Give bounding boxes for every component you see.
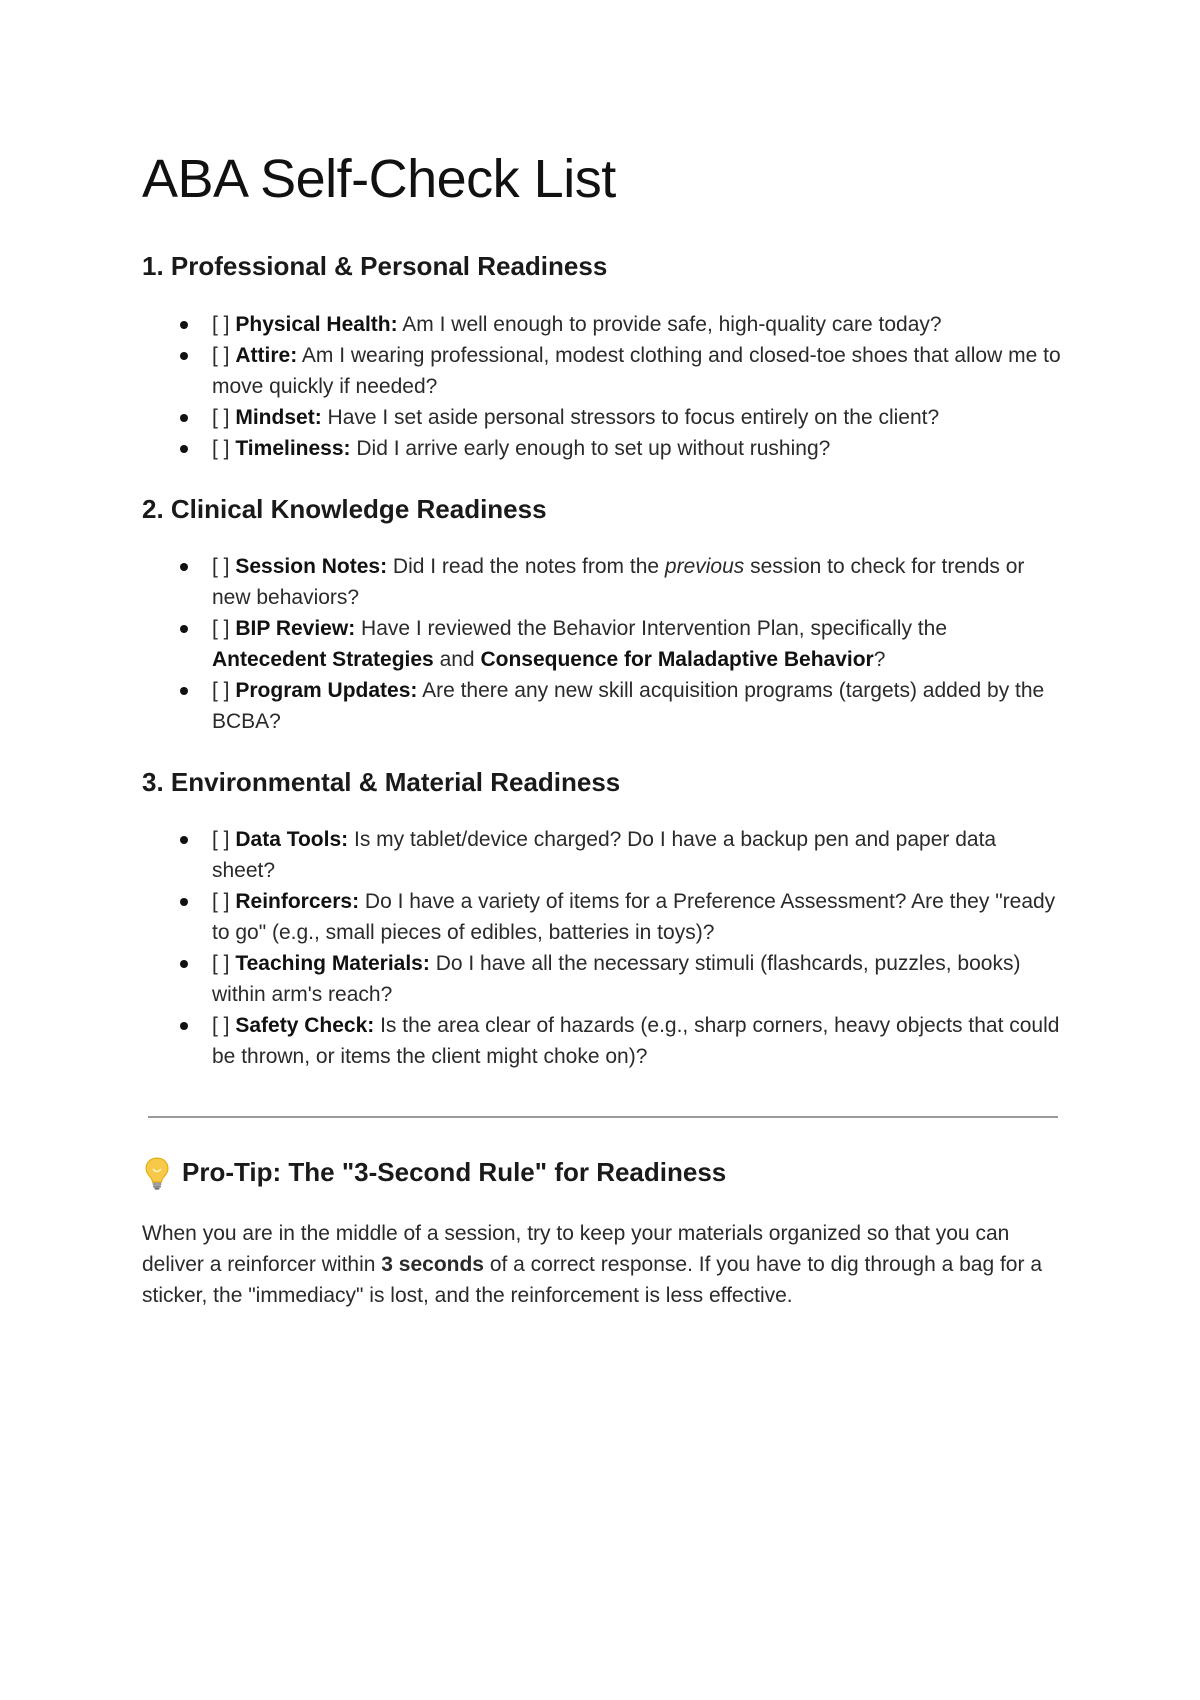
lightbulb-icon	[142, 1156, 172, 1190]
checklist-item-reinforcers	[212, 886, 1062, 948]
checklist-item-program-updates	[212, 675, 1062, 737]
checklist-clinical	[142, 551, 1062, 737]
checklist-professional	[142, 309, 1062, 464]
item-label: Safety Check:	[235, 1013, 375, 1037]
item-text: ?	[873, 647, 886, 671]
item-text: and	[433, 647, 481, 671]
checklist-item-timeliness	[212, 433, 1062, 464]
item-label: Mindset:	[235, 405, 322, 429]
checklist-item-physical-health	[212, 309, 1062, 340]
item-text: Do I have a variety of items for a Preference Assessment? Are they "ready to go" (e.g., small pieces of edibles, batteries in toys)?	[212, 889, 1056, 944]
tip-text: When you are in the middle of a session, try to keep your materials organized so that you can deliver a reinforcer within	[142, 1221, 1010, 1276]
item-label: Physical Health:	[235, 312, 398, 336]
item-text: Is my tablet/device charged? Do I have a backup pen and paper data sheet?	[212, 827, 997, 882]
section-heading-professional: 1. Professional & Personal Readiness	[142, 251, 608, 282]
item-label: BIP Review:	[235, 616, 356, 640]
item-text: Is the area clear of hazards (e.g., sharp corners, heavy objects that could be thrown, or items the client might choke on)?	[212, 1013, 1060, 1068]
checkbox-marker: [ ]	[212, 951, 230, 975]
item-strong: Antecedent Strategies	[212, 647, 434, 671]
document-title: ABA Self-Check List	[142, 149, 616, 209]
checkbox-marker: [ ]	[212, 312, 230, 336]
item-text: Have I set aside personal stressors to focus entirely on the client?	[321, 405, 940, 429]
item-text: Are there any new skill acquisition programs (targets) added by the BCBA?	[212, 678, 1045, 733]
checklist-environmental	[142, 824, 1062, 1072]
item-text: Have I reviewed the Behavior Intervention Plan, specifically the	[355, 616, 948, 640]
item-label: Data Tools:	[235, 827, 349, 851]
horizontal-divider	[148, 1116, 1058, 1118]
pro-tip-body	[142, 1218, 1062, 1311]
item-label: Reinforcers:	[235, 889, 360, 913]
checklist-item-mindset	[212, 402, 1062, 433]
item-strong: Consequence for Maladaptive Behavior	[480, 647, 874, 671]
item-label: Program Updates:	[235, 678, 418, 702]
checkbox-marker: [ ]	[212, 436, 230, 460]
checklist-item-safety-check	[212, 1010, 1062, 1072]
item-label: Timeliness:	[235, 436, 351, 460]
item-text: Am I well enough to provide safe, high-quality care today?	[397, 312, 942, 336]
checkbox-marker: [ ]	[212, 405, 230, 429]
checkbox-marker: [ ]	[212, 554, 230, 578]
item-text: Do I have all the necessary stimuli (flashcards, puzzles, books) within arm's reach?	[212, 951, 1021, 1006]
pro-tip-title: Pro-Tip: The "3-Second Rule" for Readiness	[182, 1157, 727, 1188]
item-label: Session Notes:	[235, 554, 388, 578]
item-text: session to check for trends or new behaviors?	[212, 554, 1025, 609]
checklist-item-data-tools	[212, 824, 1062, 886]
tip-text: of a correct response. If you have to dig through a bag for a sticker, the "immediacy" is lost, and the reinforcement is less effective.	[142, 1252, 1042, 1307]
section-heading-clinical: 2. Clinical Knowledge Readiness	[142, 493, 547, 524]
item-text: Did I arrive early enough to set up without rushing?	[350, 436, 831, 460]
document-page	[142, 150, 1062, 1311]
checklist-item-teaching-materials	[212, 948, 1062, 1010]
checklist-item-attire	[212, 340, 1062, 402]
checklist-item-session-notes	[212, 551, 1062, 613]
item-text: Am I wearing professional, modest clothing and closed-toe shoes that allow me to move quickly if needed?	[212, 343, 1061, 398]
checklist-item-bip-review	[212, 613, 1062, 675]
checkbox-marker: [ ]	[212, 343, 230, 367]
section-heading-environmental: 3. Environmental & Material Readiness	[142, 766, 621, 797]
checkbox-marker: [ ]	[212, 889, 230, 913]
tip-strong: 3 seconds	[381, 1252, 484, 1276]
checkbox-marker: [ ]	[212, 1013, 230, 1037]
item-label: Teaching Materials:	[235, 951, 430, 975]
item-emphasis: previous	[664, 554, 745, 578]
item-label: Attire:	[235, 343, 298, 367]
checkbox-marker: [ ]	[212, 616, 230, 640]
item-text: Did I read the notes from the	[387, 554, 665, 578]
checkbox-marker: [ ]	[212, 827, 230, 851]
checkbox-marker: [ ]	[212, 678, 230, 702]
pro-tip-heading	[142, 1156, 1062, 1190]
